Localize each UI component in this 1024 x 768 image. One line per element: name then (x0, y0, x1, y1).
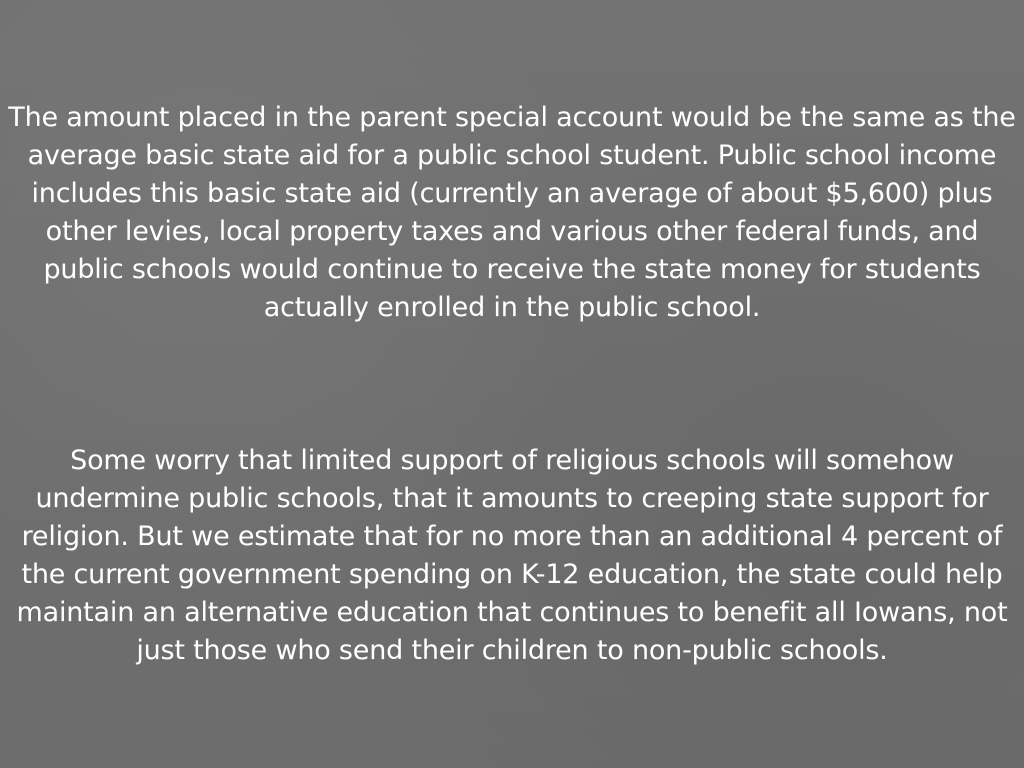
paragraph-state-aid: The amount placed in the parent special account would be the same as the average basic state aid for a public school student. Public school income includes this basic state aid (currently an average of about $5,600) plus other levies, local property taxes and various other federal funds, and public schools would continue to receive the state money for students actually enrolled in the public school. (8, 102, 1016, 323)
paragraph-religious-schools: Some worry that limited support of religious schools will somehow undermine public schools, that it amounts to creeping state support for religion. But we estimate that for no more than an additional 4 percent of the current government spending on K-12 education, the state could help maintain an alternative education that continues to benefit all Iowans, not just those who send their children to non-public schools. (16, 445, 1008, 666)
